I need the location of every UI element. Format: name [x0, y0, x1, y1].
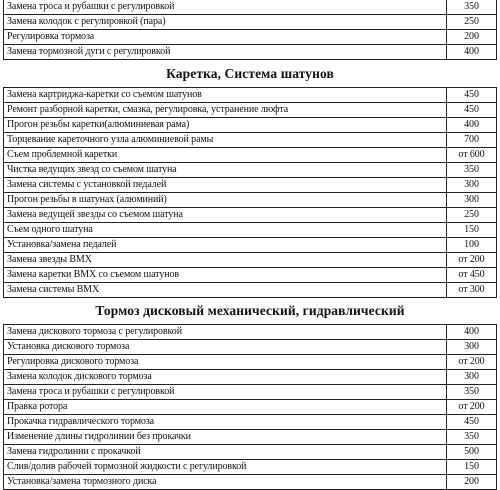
service-name: Замена тормозной дуги с регулировкой — [4, 45, 447, 59]
service-price: 350 — [464, 386, 479, 397]
service-price: 450 — [464, 416, 479, 427]
service-price: от 200 — [458, 401, 485, 412]
price-row — [4, 325, 496, 340]
service-price: 350 — [464, 431, 479, 442]
service-price: 450 — [464, 104, 479, 115]
service-name: Замена системы с установкой педалей — [4, 178, 447, 192]
price-table-carriage — [3, 88, 497, 298]
service-price: 100 — [464, 239, 479, 250]
service-name: Слив/долив рабочей тормозной жидкости с регулировкой — [4, 460, 447, 474]
service-name: Установка/замена тормозного диска — [4, 475, 447, 489]
service-name: Замена каретки BMX со съемом шатунов — [4, 268, 447, 282]
service-price: от 300 — [458, 284, 485, 295]
section-title-brakes: Тормоз дисковый механический, гидравлический — [3, 298, 497, 325]
service-name: Правка ротора — [4, 400, 447, 414]
service-name: Торцевание кареточного узла алюминиевой рамы — [4, 133, 447, 147]
service-name: Замена звезды BMX — [4, 253, 447, 267]
service-price: 150 — [464, 461, 479, 472]
service-name: Замена троса и рубашки с регулировкой — [4, 385, 447, 399]
service-name: Регулировка дискового тормоза — [4, 355, 447, 369]
service-name: Замена колодок дискового тормоза — [4, 370, 447, 384]
price-row — [4, 15, 496, 30]
service-price: 450 — [464, 89, 479, 100]
service-name: Прокачка гидравлического тормоза — [4, 415, 447, 429]
service-price: 700 — [464, 134, 479, 145]
price-row — [4, 370, 496, 385]
service-name: Чистка ведущих звезд со съемом шатуна — [4, 163, 447, 177]
price-row — [4, 208, 496, 223]
price-row — [4, 178, 496, 193]
service-price: 400 — [464, 46, 479, 57]
service-price: от 200 — [458, 356, 485, 367]
price-row — [4, 283, 496, 298]
price-row — [4, 223, 496, 238]
price-row — [4, 88, 496, 103]
service-price: 200 — [464, 476, 479, 487]
service-price: 350 — [464, 1, 479, 12]
price-row — [4, 253, 496, 268]
service-name: Изменение длины гидролинии без прокачки — [4, 430, 447, 444]
price-row — [4, 460, 496, 475]
price-row — [4, 340, 496, 355]
price-row — [4, 238, 496, 253]
price-row — [4, 430, 496, 445]
service-name: Установка дискового тормоза — [4, 340, 447, 354]
price-row — [4, 148, 496, 163]
price-list — [3, 0, 497, 490]
service-name: Замена колодок с регулировкой (пара) — [4, 15, 447, 29]
service-price: от 200 — [458, 254, 485, 265]
service-name: Замена ведущей звезды со съемом шатуна — [4, 208, 447, 222]
service-name: Прогон резьбы каретки(алюминиевая рама) — [4, 118, 447, 132]
service-price: 250 — [464, 16, 479, 27]
price-row — [4, 133, 496, 148]
service-price: 250 — [464, 209, 479, 220]
service-name: Регулировка тормоза — [4, 30, 447, 44]
service-price: 300 — [464, 179, 479, 190]
service-price: 300 — [464, 194, 479, 205]
service-name: Замена гидролинии с прокачкой — [4, 445, 447, 459]
service-price: 400 — [464, 119, 479, 130]
price-row — [4, 193, 496, 208]
price-table-brakes — [3, 325, 497, 490]
service-name: Замена троса и рубашки с регулировкой — [4, 0, 447, 14]
price-row — [4, 118, 496, 133]
price-row — [4, 475, 496, 490]
service-name: Съем одного шатуна — [4, 223, 447, 237]
price-row — [4, 103, 496, 118]
price-row — [4, 268, 496, 283]
service-name: Замена дискового тормоза с регулировкой — [4, 325, 447, 339]
price-row — [4, 385, 496, 400]
service-price: 400 — [464, 326, 479, 337]
service-name: Установка/замена педалей — [4, 238, 447, 252]
service-name: Прогон резьбы в шатунах (алюминий) — [4, 193, 447, 207]
price-row — [4, 0, 496, 15]
service-price: 500 — [464, 446, 479, 457]
service-name: Замена системы BMX — [4, 283, 447, 297]
price-row — [4, 445, 496, 460]
price-row — [4, 30, 496, 45]
service-name: Съем проблемной каретки — [4, 148, 447, 162]
service-name: Ремонт разборной каретки, смазка, регулировка, устранение люфта — [4, 103, 447, 117]
price-row — [4, 355, 496, 370]
service-price: от 600 — [458, 149, 485, 160]
price-row — [4, 45, 496, 60]
service-price: 150 — [464, 224, 479, 235]
section-title-carriage: Каретка, Система шатунов — [3, 60, 497, 88]
service-name: Замена картриджа-каретки со съемом шатунов — [4, 88, 447, 102]
price-row — [4, 415, 496, 430]
price-row — [4, 163, 496, 178]
service-price: 350 — [464, 164, 479, 175]
price-row — [4, 400, 496, 415]
service-price: от 450 — [458, 269, 485, 280]
price-table-top — [3, 0, 497, 60]
service-price: 300 — [464, 371, 479, 382]
service-price: 300 — [464, 341, 479, 352]
service-price: 200 — [464, 31, 479, 42]
